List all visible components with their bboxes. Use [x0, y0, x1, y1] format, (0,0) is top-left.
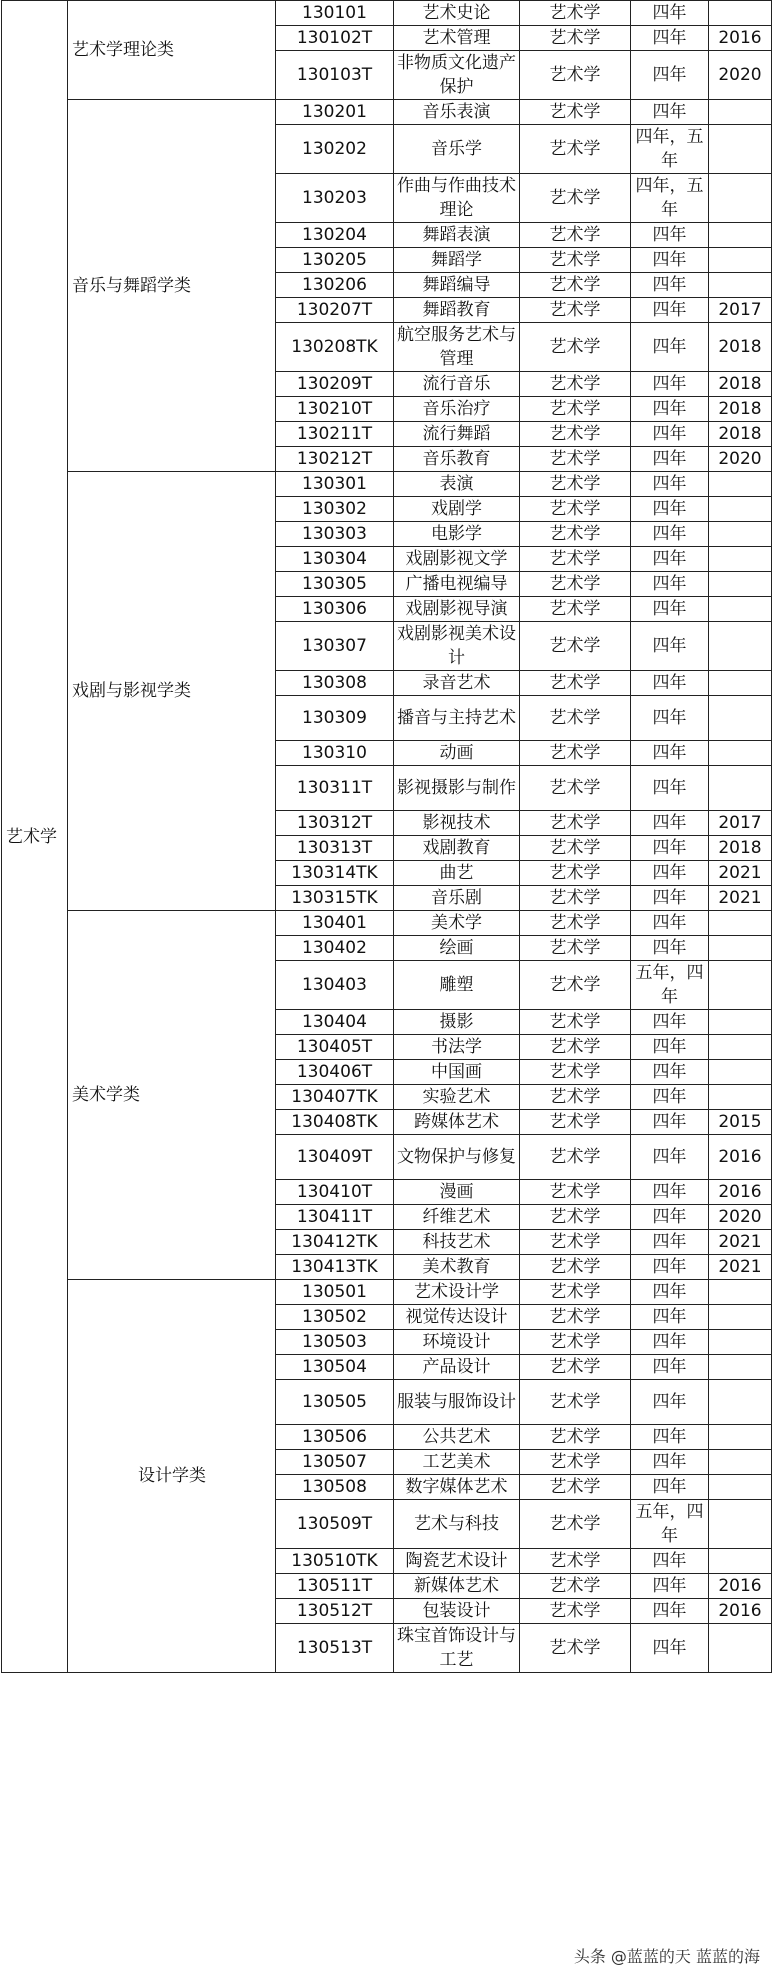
added-year-cell: 2015 — [709, 1110, 772, 1135]
added-year-cell — [709, 622, 772, 671]
duration-cell: 四年 — [631, 1450, 709, 1475]
duration-cell: 四年 — [631, 1380, 709, 1425]
duration-cell: 四年 — [631, 447, 709, 472]
degree-cell: 艺术学 — [520, 572, 631, 597]
degree-cell: 艺术学 — [520, 1305, 631, 1330]
major-name-cell: 艺术管理 — [394, 26, 520, 51]
duration-cell: 四年 — [631, 1475, 709, 1500]
duration-cell: 四年 — [631, 223, 709, 248]
degree-cell: 艺术学 — [520, 472, 631, 497]
duration-cell: 四年 — [631, 100, 709, 125]
added-year-cell — [709, 1060, 772, 1085]
added-year-cell — [709, 572, 772, 597]
degree-cell: 艺术学 — [520, 100, 631, 125]
added-year-cell: 2021 — [709, 1230, 772, 1255]
duration-cell: 四年 — [631, 1599, 709, 1624]
major-name-cell: 广播电视编导 — [394, 572, 520, 597]
major-name-cell: 工艺美术 — [394, 1450, 520, 1475]
added-year-cell — [709, 671, 772, 696]
degree-cell: 艺术学 — [520, 1574, 631, 1599]
table-row — [2, 911, 772, 936]
degree-cell: 艺术学 — [520, 223, 631, 248]
major-code-cell: 130308 — [276, 671, 394, 696]
added-year-cell: 2021 — [709, 886, 772, 911]
major-name-cell: 舞蹈教育 — [394, 298, 520, 323]
major-name-cell: 音乐学 — [394, 125, 520, 174]
degree-cell: 艺术学 — [520, 861, 631, 886]
duration-cell: 四年 — [631, 1060, 709, 1085]
degree-cell: 艺术学 — [520, 26, 631, 51]
degree-cell: 艺术学 — [520, 497, 631, 522]
duration-cell: 四年 — [631, 1255, 709, 1280]
major-name-cell: 视觉传达设计 — [394, 1305, 520, 1330]
duration-cell: 四年 — [631, 597, 709, 622]
degree-cell: 艺术学 — [520, 1475, 631, 1500]
major-code-cell: 130512T — [276, 1599, 394, 1624]
added-year-cell: 2021 — [709, 861, 772, 886]
duration-cell: 四年 — [631, 741, 709, 766]
duration-cell: 四年 — [631, 1180, 709, 1205]
duration-cell: 四年 — [631, 1135, 709, 1180]
major-name-cell: 舞蹈编导 — [394, 273, 520, 298]
major-name-cell: 雕塑 — [394, 961, 520, 1010]
degree-cell: 艺术学 — [520, 911, 631, 936]
category-cell: 设计学类 — [68, 1280, 276, 1673]
added-year-cell — [709, 273, 772, 298]
major-name-cell: 音乐治疗 — [394, 397, 520, 422]
degree-cell: 艺术学 — [520, 1135, 631, 1180]
major-name-cell: 音乐教育 — [394, 447, 520, 472]
degree-cell: 艺术学 — [520, 273, 631, 298]
major-name-cell: 书法学 — [394, 1035, 520, 1060]
added-year-cell: 2018 — [709, 836, 772, 861]
added-year-cell — [709, 1500, 772, 1549]
table-body — [2, 1, 772, 1673]
duration-cell: 四年 — [631, 298, 709, 323]
major-code-cell: 130101 — [276, 1, 394, 26]
major-catalog-table — [1, 0, 772, 1673]
major-code-cell: 130508 — [276, 1475, 394, 1500]
major-name-cell: 戏剧教育 — [394, 836, 520, 861]
major-name-cell: 影视技术 — [394, 811, 520, 836]
major-code-cell: 130309 — [276, 696, 394, 741]
table-row — [2, 472, 772, 497]
degree-cell: 艺术学 — [520, 447, 631, 472]
major-code-cell: 130303 — [276, 522, 394, 547]
degree-cell: 艺术学 — [520, 1599, 631, 1624]
added-year-cell — [709, 472, 772, 497]
major-name-cell: 流行舞蹈 — [394, 422, 520, 447]
degree-cell: 艺术学 — [520, 522, 631, 547]
duration-cell: 四年 — [631, 911, 709, 936]
added-year-cell — [709, 1624, 772, 1673]
major-name-cell: 音乐剧 — [394, 886, 520, 911]
table-row — [2, 100, 772, 125]
major-code-cell: 130405T — [276, 1035, 394, 1060]
duration-cell: 四年 — [631, 1624, 709, 1673]
duration-cell: 四年 — [631, 836, 709, 861]
major-code-cell: 130410T — [276, 1180, 394, 1205]
duration-cell: 四年 — [631, 547, 709, 572]
table-row — [2, 1, 772, 26]
duration-cell: 四年 — [631, 811, 709, 836]
added-year-cell — [709, 911, 772, 936]
major-code-cell: 130507 — [276, 1450, 394, 1475]
major-code-cell: 130509T — [276, 1500, 394, 1549]
duration-cell: 四年 — [631, 51, 709, 100]
duration-cell: 四年 — [631, 1574, 709, 1599]
major-code-cell: 130102T — [276, 26, 394, 51]
added-year-cell — [709, 1010, 772, 1035]
major-name-cell: 表演 — [394, 472, 520, 497]
major-code-cell: 130412TK — [276, 1230, 394, 1255]
added-year-cell — [709, 547, 772, 572]
degree-cell: 艺术学 — [520, 886, 631, 911]
major-code-cell: 130205 — [276, 248, 394, 273]
major-code-cell: 130408TK — [276, 1110, 394, 1135]
major-name-cell: 航空服务艺术与管理 — [394, 323, 520, 372]
duration-cell: 四年 — [631, 472, 709, 497]
major-name-cell: 珠宝首饰设计与工艺 — [394, 1624, 520, 1673]
major-name-cell: 曲艺 — [394, 861, 520, 886]
major-code-cell: 130306 — [276, 597, 394, 622]
major-name-cell: 艺术与科技 — [394, 1500, 520, 1549]
major-name-cell: 摄影 — [394, 1010, 520, 1035]
duration-cell: 四年 — [631, 622, 709, 671]
duration-cell: 四年 — [631, 1085, 709, 1110]
added-year-cell: 2016 — [709, 26, 772, 51]
duration-cell: 四年 — [631, 497, 709, 522]
degree-cell: 艺术学 — [520, 397, 631, 422]
major-code-cell: 130505 — [276, 1380, 394, 1425]
major-name-cell: 音乐表演 — [394, 100, 520, 125]
major-code-cell: 130203 — [276, 174, 394, 223]
major-name-cell: 美术教育 — [394, 1255, 520, 1280]
duration-cell: 四年 — [631, 861, 709, 886]
added-year-cell — [709, 223, 772, 248]
added-year-cell: 2016 — [709, 1599, 772, 1624]
degree-cell: 艺术学 — [520, 836, 631, 861]
degree-cell: 艺术学 — [520, 811, 631, 836]
major-code-cell: 130407TK — [276, 1085, 394, 1110]
duration-cell: 四年 — [631, 1280, 709, 1305]
major-name-cell: 跨媒体艺术 — [394, 1110, 520, 1135]
added-year-cell: 2020 — [709, 1205, 772, 1230]
added-year-cell — [709, 1450, 772, 1475]
added-year-cell — [709, 1425, 772, 1450]
degree-cell: 艺术学 — [520, 741, 631, 766]
duration-cell: 四年 — [631, 1110, 709, 1135]
duration-cell: 四年 — [631, 886, 709, 911]
major-code-cell: 130204 — [276, 223, 394, 248]
major-name-cell: 播音与主持艺术 — [394, 696, 520, 741]
major-code-cell: 130311T — [276, 766, 394, 811]
major-code-cell: 130402 — [276, 936, 394, 961]
duration-cell: 四年 — [631, 1330, 709, 1355]
major-name-cell: 产品设计 — [394, 1355, 520, 1380]
degree-cell: 艺术学 — [520, 1355, 631, 1380]
major-code-cell: 130504 — [276, 1355, 394, 1380]
degree-cell: 艺术学 — [520, 323, 631, 372]
discipline-cell: 艺术学 — [2, 1, 68, 1673]
duration-cell: 四年 — [631, 1549, 709, 1574]
added-year-cell — [709, 522, 772, 547]
major-name-cell: 环境设计 — [394, 1330, 520, 1355]
duration-cell: 四年 — [631, 1230, 709, 1255]
degree-cell: 艺术学 — [520, 1624, 631, 1673]
major-name-cell: 戏剧影视导演 — [394, 597, 520, 622]
major-code-cell: 130502 — [276, 1305, 394, 1330]
major-name-cell: 漫画 — [394, 1180, 520, 1205]
major-name-cell: 中国画 — [394, 1060, 520, 1085]
duration-cell: 四年 — [631, 522, 709, 547]
major-code-cell: 130103T — [276, 51, 394, 100]
major-code-cell: 130310 — [276, 741, 394, 766]
duration-cell: 四年，五年 — [631, 174, 709, 223]
degree-cell: 艺术学 — [520, 936, 631, 961]
major-name-cell: 陶瓷艺术设计 — [394, 1549, 520, 1574]
major-code-cell: 130301 — [276, 472, 394, 497]
added-year-cell — [709, 1085, 772, 1110]
added-year-cell — [709, 936, 772, 961]
added-year-cell — [709, 125, 772, 174]
duration-cell: 四年 — [631, 1425, 709, 1450]
major-code-cell: 130212T — [276, 447, 394, 472]
duration-cell: 四年 — [631, 696, 709, 741]
major-name-cell: 服装与服饰设计 — [394, 1380, 520, 1425]
degree-cell: 艺术学 — [520, 248, 631, 273]
added-year-cell — [709, 961, 772, 1010]
major-code-cell: 130403 — [276, 961, 394, 1010]
duration-cell: 四年 — [631, 671, 709, 696]
major-code-cell: 130503 — [276, 1330, 394, 1355]
category-cell: 美术学类 — [68, 911, 276, 1280]
degree-cell: 艺术学 — [520, 671, 631, 696]
watermark-text: 头条 @蓝蓝的天 蓝蓝的海 — [570, 1944, 764, 1967]
added-year-cell — [709, 1305, 772, 1330]
added-year-cell — [709, 1280, 772, 1305]
added-year-cell — [709, 100, 772, 125]
major-code-cell: 130210T — [276, 397, 394, 422]
degree-cell: 艺术学 — [520, 1330, 631, 1355]
major-name-cell: 戏剧学 — [394, 497, 520, 522]
major-code-cell: 130314TK — [276, 861, 394, 886]
major-name-cell: 科技艺术 — [394, 1230, 520, 1255]
major-name-cell: 数字媒体艺术 — [394, 1475, 520, 1500]
degree-cell: 艺术学 — [520, 298, 631, 323]
degree-cell: 艺术学 — [520, 547, 631, 572]
major-name-cell: 艺术史论 — [394, 1, 520, 26]
degree-cell: 艺术学 — [520, 125, 631, 174]
duration-cell: 五年，四年 — [631, 1500, 709, 1549]
duration-cell: 四年 — [631, 766, 709, 811]
major-code-cell: 130313T — [276, 836, 394, 861]
major-code-cell: 130206 — [276, 273, 394, 298]
major-name-cell: 动画 — [394, 741, 520, 766]
major-code-cell: 130315TK — [276, 886, 394, 911]
major-code-cell: 130302 — [276, 497, 394, 522]
added-year-cell — [709, 1035, 772, 1060]
added-year-cell — [709, 1549, 772, 1574]
added-year-cell — [709, 1355, 772, 1380]
added-year-cell: 2016 — [709, 1180, 772, 1205]
major-name-cell: 美术学 — [394, 911, 520, 936]
duration-cell: 四年 — [631, 26, 709, 51]
degree-cell: 艺术学 — [520, 1425, 631, 1450]
duration-cell: 四年，五年 — [631, 125, 709, 174]
category-cell: 音乐与舞蹈学类 — [68, 100, 276, 472]
major-code-cell: 130209T — [276, 372, 394, 397]
major-code-cell: 130305 — [276, 572, 394, 597]
degree-cell: 艺术学 — [520, 1110, 631, 1135]
degree-cell: 艺术学 — [520, 622, 631, 671]
major-name-cell: 文物保护与修复 — [394, 1135, 520, 1180]
major-code-cell: 130409T — [276, 1135, 394, 1180]
added-year-cell — [709, 1475, 772, 1500]
degree-cell: 艺术学 — [520, 51, 631, 100]
major-code-cell: 130304 — [276, 547, 394, 572]
added-year-cell — [709, 497, 772, 522]
major-name-cell: 作曲与作曲技术理论 — [394, 174, 520, 223]
added-year-cell: 2018 — [709, 422, 772, 447]
added-year-cell — [709, 696, 772, 741]
major-code-cell: 130307 — [276, 622, 394, 671]
degree-cell: 艺术学 — [520, 1230, 631, 1255]
degree-cell: 艺术学 — [520, 961, 631, 1010]
degree-cell: 艺术学 — [520, 1255, 631, 1280]
duration-cell: 四年 — [631, 572, 709, 597]
major-name-cell: 包装设计 — [394, 1599, 520, 1624]
degree-cell: 艺术学 — [520, 372, 631, 397]
duration-cell: 四年 — [631, 1035, 709, 1060]
major-name-cell: 舞蹈表演 — [394, 223, 520, 248]
degree-cell: 艺术学 — [520, 1060, 631, 1085]
duration-cell: 四年 — [631, 422, 709, 447]
added-year-cell — [709, 1380, 772, 1425]
degree-cell: 艺术学 — [520, 1035, 631, 1060]
major-name-cell: 舞蹈学 — [394, 248, 520, 273]
major-code-cell: 130411T — [276, 1205, 394, 1230]
category-cell: 艺术学理论类 — [68, 1, 276, 100]
duration-cell: 四年 — [631, 1355, 709, 1380]
added-year-cell: 2021 — [709, 1255, 772, 1280]
degree-cell: 艺术学 — [520, 1085, 631, 1110]
major-code-cell: 130510TK — [276, 1549, 394, 1574]
degree-cell: 艺术学 — [520, 1205, 631, 1230]
major-code-cell: 130511T — [276, 1574, 394, 1599]
category-cell: 戏剧与影视学类 — [68, 472, 276, 911]
degree-cell: 艺术学 — [520, 1549, 631, 1574]
major-code-cell: 130404 — [276, 1010, 394, 1035]
degree-cell: 艺术学 — [520, 1, 631, 26]
added-year-cell: 2018 — [709, 372, 772, 397]
added-year-cell: 2016 — [709, 1574, 772, 1599]
major-name-cell: 公共艺术 — [394, 1425, 520, 1450]
major-code-cell: 130401 — [276, 911, 394, 936]
duration-cell: 四年 — [631, 323, 709, 372]
added-year-cell: 2017 — [709, 811, 772, 836]
degree-cell: 艺术学 — [520, 597, 631, 622]
duration-cell: 四年 — [631, 1205, 709, 1230]
major-name-cell: 艺术设计学 — [394, 1280, 520, 1305]
duration-cell: 四年 — [631, 372, 709, 397]
duration-cell: 四年 — [631, 248, 709, 273]
added-year-cell — [709, 1, 772, 26]
duration-cell: 四年 — [631, 273, 709, 298]
degree-cell: 艺术学 — [520, 174, 631, 223]
added-year-cell — [709, 248, 772, 273]
added-year-cell: 2018 — [709, 323, 772, 372]
major-name-cell: 影视摄影与制作 — [394, 766, 520, 811]
duration-cell: 四年 — [631, 1305, 709, 1330]
degree-cell: 艺术学 — [520, 1450, 631, 1475]
degree-cell: 艺术学 — [520, 696, 631, 741]
added-year-cell — [709, 766, 772, 811]
duration-cell: 四年 — [631, 1, 709, 26]
major-name-cell: 实验艺术 — [394, 1085, 520, 1110]
added-year-cell — [709, 741, 772, 766]
degree-cell: 艺术学 — [520, 1180, 631, 1205]
added-year-cell: 2016 — [709, 1135, 772, 1180]
major-name-cell: 电影学 — [394, 522, 520, 547]
added-year-cell — [709, 174, 772, 223]
major-code-cell: 130207T — [276, 298, 394, 323]
major-name-cell: 新媒体艺术 — [394, 1574, 520, 1599]
major-code-cell: 130413TK — [276, 1255, 394, 1280]
major-name-cell: 非物质文化遗产保护 — [394, 51, 520, 100]
degree-cell: 艺术学 — [520, 1500, 631, 1549]
added-year-cell: 2020 — [709, 51, 772, 100]
degree-cell: 艺术学 — [520, 1380, 631, 1425]
major-name-cell: 绘画 — [394, 936, 520, 961]
degree-cell: 艺术学 — [520, 1010, 631, 1035]
major-name-cell: 流行音乐 — [394, 372, 520, 397]
major-code-cell: 130202 — [276, 125, 394, 174]
major-name-cell: 纤维艺术 — [394, 1205, 520, 1230]
added-year-cell — [709, 597, 772, 622]
major-code-cell: 130211T — [276, 422, 394, 447]
added-year-cell: 2020 — [709, 447, 772, 472]
duration-cell: 五年，四年 — [631, 961, 709, 1010]
major-name-cell: 戏剧影视美术设计 — [394, 622, 520, 671]
major-name-cell: 录音艺术 — [394, 671, 520, 696]
major-code-cell: 130506 — [276, 1425, 394, 1450]
major-code-cell: 130208TK — [276, 323, 394, 372]
added-year-cell — [709, 1330, 772, 1355]
table-row — [2, 1280, 772, 1305]
major-code-cell: 130312T — [276, 811, 394, 836]
major-code-cell: 130501 — [276, 1280, 394, 1305]
duration-cell: 四年 — [631, 397, 709, 422]
major-code-cell: 130513T — [276, 1624, 394, 1673]
degree-cell: 艺术学 — [520, 766, 631, 811]
duration-cell: 四年 — [631, 936, 709, 961]
major-name-cell: 戏剧影视文学 — [394, 547, 520, 572]
added-year-cell: 2017 — [709, 298, 772, 323]
major-code-cell: 130201 — [276, 100, 394, 125]
degree-cell: 艺术学 — [520, 422, 631, 447]
duration-cell: 四年 — [631, 1010, 709, 1035]
added-year-cell: 2018 — [709, 397, 772, 422]
degree-cell: 艺术学 — [520, 1280, 631, 1305]
major-code-cell: 130406T — [276, 1060, 394, 1085]
